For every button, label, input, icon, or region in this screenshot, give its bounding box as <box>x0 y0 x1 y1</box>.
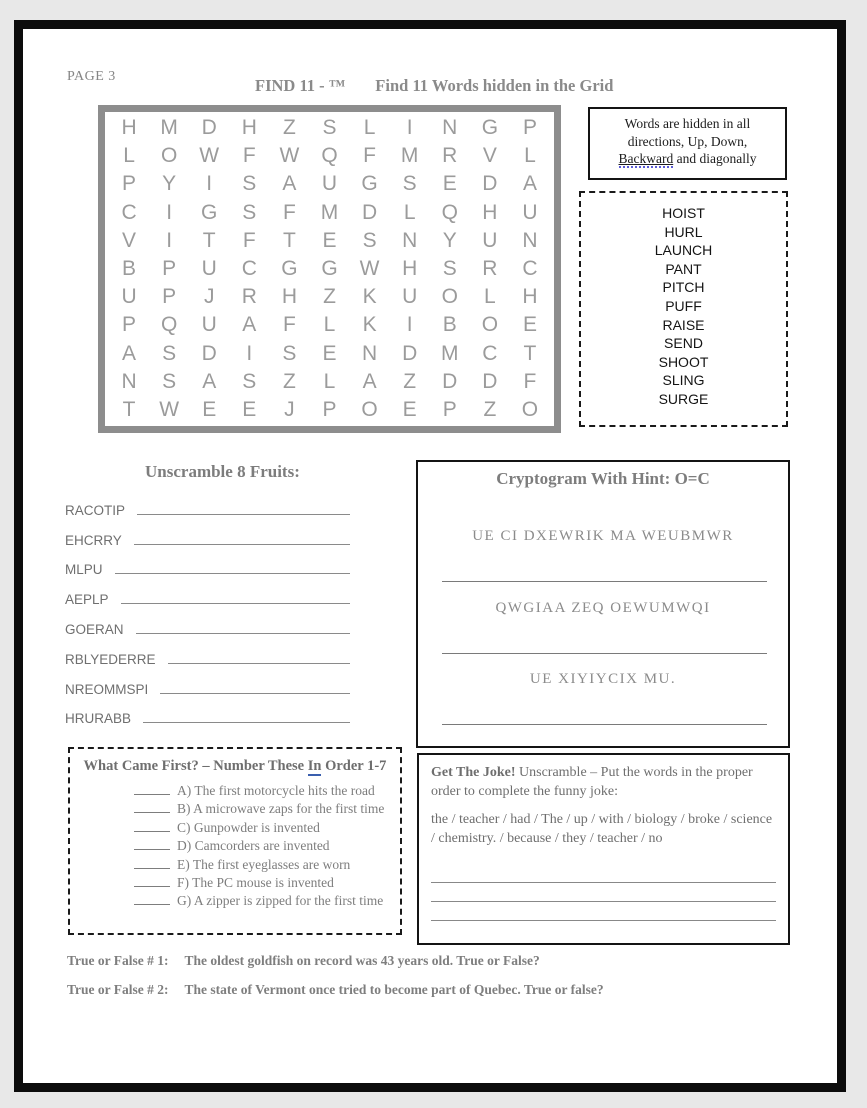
number-blank <box>134 857 170 869</box>
grid-letter: L <box>484 285 496 309</box>
cryptogram-section <box>416 460 790 748</box>
grid-letter: E <box>322 341 337 365</box>
number-blank <box>134 875 170 887</box>
grid-letter: W <box>359 256 380 280</box>
answer-blank-line <box>431 902 776 921</box>
true-false-question-1 <box>67 953 540 969</box>
grid-letter: P <box>122 172 137 196</box>
joke-section <box>417 753 790 945</box>
grid-letter: E <box>442 172 457 196</box>
hidden-word: SLING <box>662 372 705 389</box>
number-blank <box>134 838 170 850</box>
grid-letter: E <box>522 313 537 337</box>
order-item <box>134 856 400 874</box>
what-came-first-title: What Came First? – Number These In Order 1-7 <box>83 758 387 774</box>
grid-letter: F <box>242 144 256 168</box>
order-item-text: G) A zipper is zipped for the first time <box>177 893 384 909</box>
unscramble-row <box>65 610 350 640</box>
grid-letter: G <box>201 200 218 224</box>
order-item-text: C) Gunpowder is invented <box>177 819 320 835</box>
title-brand: FIND 11 - ™ <box>255 76 346 95</box>
grid-letter: S <box>242 369 257 393</box>
grid-letter: P <box>442 397 457 421</box>
grid-letter: C <box>121 200 137 224</box>
hidden-word: PANT <box>665 260 702 277</box>
grid-letter: S <box>442 256 457 280</box>
answer-blank-line <box>115 573 350 574</box>
hidden-word: HURL <box>664 223 703 240</box>
grid-letter: A <box>122 341 137 365</box>
grid-letter: D <box>402 341 418 365</box>
grid-letter: L <box>323 369 336 393</box>
worksheet-page <box>14 20 846 1092</box>
grid-letter: P <box>162 256 177 280</box>
grid-letter: K <box>362 313 377 337</box>
grid-letter: E <box>402 397 417 421</box>
unscramble-section-title: Unscramble 8 Fruits: <box>145 462 300 481</box>
hidden-word: LAUNCH <box>654 242 713 259</box>
cryptogram-title: Cryptogram With Hint: O=C <box>496 469 710 488</box>
hidden-word: RAISE <box>662 316 705 333</box>
joke-answer-lines <box>431 864 776 921</box>
grid-letter: E <box>242 397 257 421</box>
scrambled-word: MLPU <box>65 562 103 578</box>
instructions-line-3: Backward and diagonally <box>618 151 757 166</box>
grid-letter: A <box>522 172 537 196</box>
grid-letter: U <box>522 200 538 224</box>
grid-letter: Z <box>282 369 296 393</box>
grid-letter: M <box>400 144 419 168</box>
grid-letter: G <box>281 256 298 280</box>
unscramble-row <box>65 491 350 521</box>
grid-letter: R <box>241 285 257 309</box>
grid-letter: C <box>522 256 538 280</box>
answer-blank-line <box>168 663 350 664</box>
grid-letter: H <box>281 285 297 309</box>
grid-letter: U <box>201 256 217 280</box>
grid-letter: G <box>321 256 338 280</box>
grid-letter: O <box>441 285 458 309</box>
hidden-word: SEND <box>664 335 703 352</box>
number-blank <box>134 801 170 813</box>
grid-letter: A <box>362 369 377 393</box>
grid-letter: I <box>166 228 173 252</box>
unscramble-rows <box>65 491 350 729</box>
grid-letter: Z <box>323 285 336 309</box>
joke-title: Get The Joke! <box>431 765 516 780</box>
grid-letter: T <box>122 397 136 421</box>
scrambled-word: NREOMMSPI <box>65 681 149 697</box>
answer-blank-line <box>136 633 350 634</box>
scrambled-word: HRURABB <box>65 711 132 727</box>
grid-letter: A <box>202 369 217 393</box>
order-item-text: A) The first motorcycle hits the road <box>177 783 375 798</box>
word-search-grid <box>98 105 561 433</box>
answer-blank-line <box>442 653 767 654</box>
hidden-word: HOIST <box>662 205 705 221</box>
scrambled-word: EHCRRY <box>65 532 122 548</box>
page-title <box>255 76 613 96</box>
grid-letter: D <box>361 200 378 224</box>
grid-letter: B <box>442 313 457 337</box>
answer-blank-line <box>431 864 776 883</box>
grid-letter: Z <box>282 116 296 140</box>
grid-letter: S <box>242 172 257 196</box>
order-items <box>134 782 400 911</box>
grid-letter: I <box>246 341 253 365</box>
grid-letter: T <box>523 341 537 365</box>
grid-letter: O <box>481 313 499 337</box>
grid-letter: M <box>441 341 459 365</box>
instructions-line-2: directions, Up, Down, <box>627 133 748 149</box>
grid-letter: L <box>123 144 135 168</box>
grid-letter: E <box>322 228 337 252</box>
grid-letter: D <box>201 341 217 365</box>
grid-letter: S <box>242 200 257 224</box>
joke-scrambled-words: the / teacher / had / The / up / with / biology / broke / science / chemistry. / because / they / teacher / no <box>431 812 773 846</box>
grid-letter: P <box>122 313 137 337</box>
word-search-instructions <box>588 107 787 180</box>
grid-letter: D <box>482 369 498 393</box>
grid-letter: N <box>522 228 538 252</box>
grid-letter: F <box>282 313 296 337</box>
grid-letter: Z <box>483 397 497 421</box>
title-subtitle: Find 11 Words hidden in the Grid <box>375 76 614 95</box>
grid-letter: L <box>524 144 536 168</box>
grid-letter: L <box>363 116 376 140</box>
grid-letter: I <box>406 313 413 337</box>
grid-letter: Z <box>403 369 417 393</box>
backward-underlined-word: Backward <box>618 151 674 166</box>
true-false-question-2 <box>67 982 604 998</box>
answer-blank-line <box>143 722 350 723</box>
what-came-first-section <box>68 747 402 935</box>
grid-letter: Q <box>321 144 338 168</box>
grid-letter: F <box>242 228 256 252</box>
grid-letter: D <box>442 369 458 393</box>
grid-letter: S <box>162 369 177 393</box>
grid-letter: M <box>160 116 178 140</box>
grid-letter: A <box>242 313 257 337</box>
grid-letter: O <box>160 144 178 168</box>
in-underlined-word: In <box>307 758 322 774</box>
grid-letter: L <box>323 313 336 337</box>
grid-letter: E <box>202 397 217 421</box>
true-false-text: The oldest goldfish on record was 43 years old. True or False? <box>184 953 540 968</box>
grid-letter: S <box>362 228 377 252</box>
grid-letter: T <box>202 228 216 252</box>
order-item <box>134 819 400 837</box>
grid-letter: F <box>282 200 296 224</box>
order-item-text: D) Camcorders are invented <box>177 838 330 854</box>
order-item <box>134 837 400 855</box>
grid-letter: W <box>279 144 300 168</box>
grid-letter: G <box>361 172 378 196</box>
cryptogram-cipher-line: QWGIAA ZEQ OEWUMWQI <box>495 600 711 616</box>
unscramble-row <box>65 700 350 730</box>
grid-letter: N <box>442 116 458 140</box>
grid-letter: I <box>166 200 173 224</box>
grid-letter: U <box>321 172 338 196</box>
grid-letter: F <box>523 369 537 393</box>
grid-letter: U <box>482 228 498 252</box>
order-item <box>134 800 400 818</box>
scrambled-word: GOERAN <box>65 621 124 637</box>
answer-blank-line <box>431 883 776 902</box>
grid-letter: S <box>322 116 337 140</box>
grid-letter: H <box>522 285 538 309</box>
grid-letter: R <box>442 144 458 168</box>
grid-letter: Q <box>160 313 178 337</box>
grid-letter: Y <box>162 172 177 196</box>
grid-letter: V <box>122 228 137 252</box>
grid-letter: P <box>522 116 537 140</box>
order-item-text: E) The first eyeglasses are worn <box>177 856 351 872</box>
grid-letter: U <box>201 313 217 337</box>
hidden-word: SHOOT <box>658 353 709 370</box>
scrambled-word: RACOTIP <box>65 502 126 518</box>
unscramble-row <box>65 551 350 581</box>
grid-letter: C <box>482 341 498 365</box>
grid-letter: L <box>403 200 416 224</box>
grid-letter: O <box>521 397 539 421</box>
grid-letter: M <box>320 200 339 224</box>
unscramble-row <box>65 670 350 700</box>
grid-letter: D <box>482 172 498 196</box>
order-item-text: F) The PC mouse is invented <box>177 875 334 891</box>
grid-letter: H <box>482 200 498 224</box>
grid-letter: U <box>402 285 418 309</box>
true-false-label: True or False # 1: <box>67 953 169 968</box>
answer-blank-line <box>134 544 350 545</box>
joke-instructions: Get The Joke! Unscramble – Put the words in the proper order to complete the funny joke: <box>431 765 753 799</box>
grid-letter: W <box>199 144 220 168</box>
order-item <box>134 874 400 892</box>
grid-letter: P <box>322 397 337 421</box>
grid-letter: S <box>402 172 417 196</box>
grid-letter: S <box>162 341 177 365</box>
cryptogram-cipher-line: UE XIYIYCIX MU. <box>529 671 677 687</box>
cryptogram-cipher-line: UE CI DXEWRIK MA WEUBMWR <box>472 528 734 544</box>
grid-letter: T <box>282 228 296 252</box>
hidden-word: PITCH <box>662 279 705 296</box>
grid-letter: G <box>481 116 499 140</box>
answer-blank-line <box>442 724 767 725</box>
page-number-label: PAGE 3 <box>67 69 116 84</box>
unscramble-row <box>65 580 350 610</box>
grid-letter: N <box>402 228 418 252</box>
grid-letter: H <box>402 256 418 280</box>
order-item <box>134 782 400 800</box>
number-blank <box>134 893 170 905</box>
grid-letter: U <box>121 285 137 309</box>
answer-blank-line <box>121 603 350 604</box>
grid-letter: S <box>282 341 297 365</box>
grid-letter: H <box>121 116 137 140</box>
grid-letter: H <box>241 116 257 140</box>
answer-blank-line <box>137 514 350 515</box>
unscramble-row <box>65 640 350 670</box>
grid-letter: I <box>206 172 213 196</box>
order-item <box>134 892 400 910</box>
number-blank <box>134 783 170 795</box>
answer-blank-line <box>442 581 767 582</box>
grid-letter: Y <box>442 228 457 252</box>
grid-letter: O <box>361 397 378 421</box>
hidden-word: PUFF <box>665 297 702 314</box>
scrambled-word: AEPLP <box>65 592 109 608</box>
number-blank <box>134 820 170 832</box>
hidden-word: SURGE <box>658 390 709 407</box>
grid-letter: Q <box>441 200 458 224</box>
grid-letter: F <box>363 144 376 168</box>
grid-letter: K <box>362 285 377 309</box>
word-list <box>579 191 788 427</box>
grid-letter: N <box>361 341 378 365</box>
grid-letter: C <box>241 256 257 280</box>
unscramble-row <box>65 521 350 551</box>
instructions-line-1: Words are hidden in all <box>624 116 751 131</box>
grid-letter: D <box>201 116 217 140</box>
grid-letter: J <box>284 397 295 421</box>
grid-letter: P <box>162 285 177 309</box>
answer-blank-line <box>160 693 350 694</box>
grid-letter: A <box>282 172 297 196</box>
grid-letter: V <box>482 144 497 168</box>
order-item-text: B) A microwave zaps for the first time <box>177 801 385 817</box>
scrambled-word: RBLYEDERRE <box>65 651 156 667</box>
grid-letter: N <box>121 369 137 393</box>
grid-letter: R <box>482 256 498 280</box>
grid-letter: B <box>122 256 137 280</box>
true-false-text: The state of Vermont once tried to become part of Quebec. True or false? <box>184 982 604 997</box>
grid-letter: J <box>203 285 215 309</box>
grid-letter: I <box>406 116 413 140</box>
true-false-label: True or False # 2: <box>67 982 169 997</box>
grid-letter: W <box>159 397 180 421</box>
